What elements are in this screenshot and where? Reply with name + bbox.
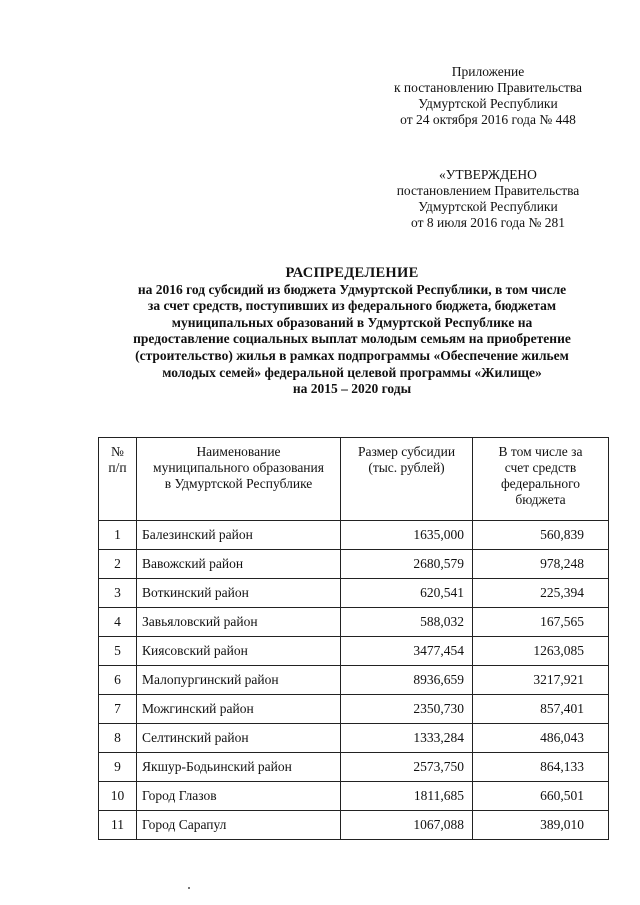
row-number: 6 — [99, 666, 137, 695]
row-subsidy: 8936,659 — [341, 666, 473, 695]
row-municipality: Балезинский район — [137, 521, 341, 550]
title-line: за счет средств, поступивших из федерального бюджета, бюджетам — [147, 298, 557, 314]
table-row — [99, 666, 609, 695]
appendix-line: Приложение — [451, 64, 525, 79]
table-row — [99, 753, 609, 782]
appendix-line: к постановлению Правительства — [393, 80, 583, 95]
approval-line: «УТВЕРЖДЕНО — [439, 167, 537, 182]
row-municipality: Город Глазов — [137, 782, 341, 811]
table-row — [99, 521, 609, 550]
row-number: 3 — [99, 579, 137, 608]
table-row — [99, 811, 609, 840]
row-federal: 225,394 — [473, 579, 609, 608]
row-municipality: Малопургинский район — [137, 666, 341, 695]
row-subsidy: 588,032 — [341, 608, 473, 637]
approval-line: Удмуртской Республики — [418, 199, 558, 214]
title-line: на 2015 – 2020 годы — [292, 381, 412, 397]
approval-block — [380, 167, 596, 231]
title-line: на 2016 год субсидий из бюджета Удмуртской Республики, в том числе — [137, 281, 567, 297]
row-number: 2 — [99, 550, 137, 579]
header-subsidy: Размер субсидии (тыс. рублей) — [341, 438, 473, 521]
appendix-block — [380, 64, 596, 128]
row-number: 1 — [99, 521, 137, 550]
row-municipality: Якшур-Бодьинский район — [137, 753, 341, 782]
title-heading: РАСПРЕДЕЛЕНИЕ — [285, 265, 419, 281]
row-subsidy: 1067,088 — [341, 811, 473, 840]
table-header-row — [99, 438, 609, 521]
table-row — [99, 695, 609, 724]
row-municipality: Завьяловский район — [137, 608, 341, 637]
approval-line: постановлением Правительства — [396, 183, 580, 198]
row-number: 5 — [99, 637, 137, 666]
row-federal: 3217,921 — [473, 666, 609, 695]
table-row — [99, 637, 609, 666]
appendix-line: Удмуртской Республики — [418, 96, 558, 111]
row-subsidy: 2573,750 — [341, 753, 473, 782]
row-federal: 167,565 — [473, 608, 609, 637]
row-subsidy: 1333,284 — [341, 724, 473, 753]
row-subsidy: 3477,454 — [341, 637, 473, 666]
row-number: 7 — [99, 695, 137, 724]
row-federal: 1263,085 — [473, 637, 609, 666]
row-number: 11 — [99, 811, 137, 840]
table-row — [99, 550, 609, 579]
scan-speck — [188, 887, 190, 889]
row-municipality: Киясовский район — [137, 637, 341, 666]
table-row — [99, 724, 609, 753]
row-subsidy: 1811,685 — [341, 782, 473, 811]
title-line: предоставление социальных выплат молодым семьям на приобретение — [133, 331, 571, 347]
subsidy-table — [98, 437, 609, 840]
row-municipality: Воткинский район — [137, 579, 341, 608]
row-federal: 389,010 — [473, 811, 609, 840]
row-federal: 864,133 — [473, 753, 609, 782]
title-line: (строительство) жилья в рамках подпрограммы «Обеспечение жильем — [135, 347, 569, 363]
row-subsidy: 620,541 — [341, 579, 473, 608]
header-name: Наименование муниципального образования в Удмуртской Республике — [137, 438, 341, 521]
row-municipality: Вавожский район — [137, 550, 341, 579]
header-federal: В том числе за счет средств федерального бюджета — [473, 438, 609, 521]
row-subsidy: 1635,000 — [341, 521, 473, 550]
table-row — [99, 608, 609, 637]
row-subsidy: 2350,730 — [341, 695, 473, 724]
table-row — [99, 782, 609, 811]
title-line: муниципальных образований в Удмуртской Республике на — [171, 314, 533, 330]
row-federal: 978,248 — [473, 550, 609, 579]
table-row — [99, 579, 609, 608]
row-municipality: Можгинский район — [137, 695, 341, 724]
row-subsidy: 2680,579 — [341, 550, 473, 579]
row-number: 9 — [99, 753, 137, 782]
row-municipality: Город Сарапул — [137, 811, 341, 840]
row-number: 4 — [99, 608, 137, 637]
row-number: 10 — [99, 782, 137, 811]
approval-line: от 8 июля 2016 года № 281 — [411, 215, 565, 230]
row-number: 8 — [99, 724, 137, 753]
row-federal: 857,401 — [473, 695, 609, 724]
row-federal: 560,839 — [473, 521, 609, 550]
title-line: молодых семей» федеральной целевой программы «Жилище» — [162, 364, 542, 380]
header-number: № п/п — [99, 438, 137, 521]
document-title — [96, 265, 608, 398]
row-federal: 486,043 — [473, 724, 609, 753]
appendix-line: от 24 октября 2016 года № 448 — [400, 112, 576, 127]
row-municipality: Селтинский район — [137, 724, 341, 753]
row-federal: 660,501 — [473, 782, 609, 811]
